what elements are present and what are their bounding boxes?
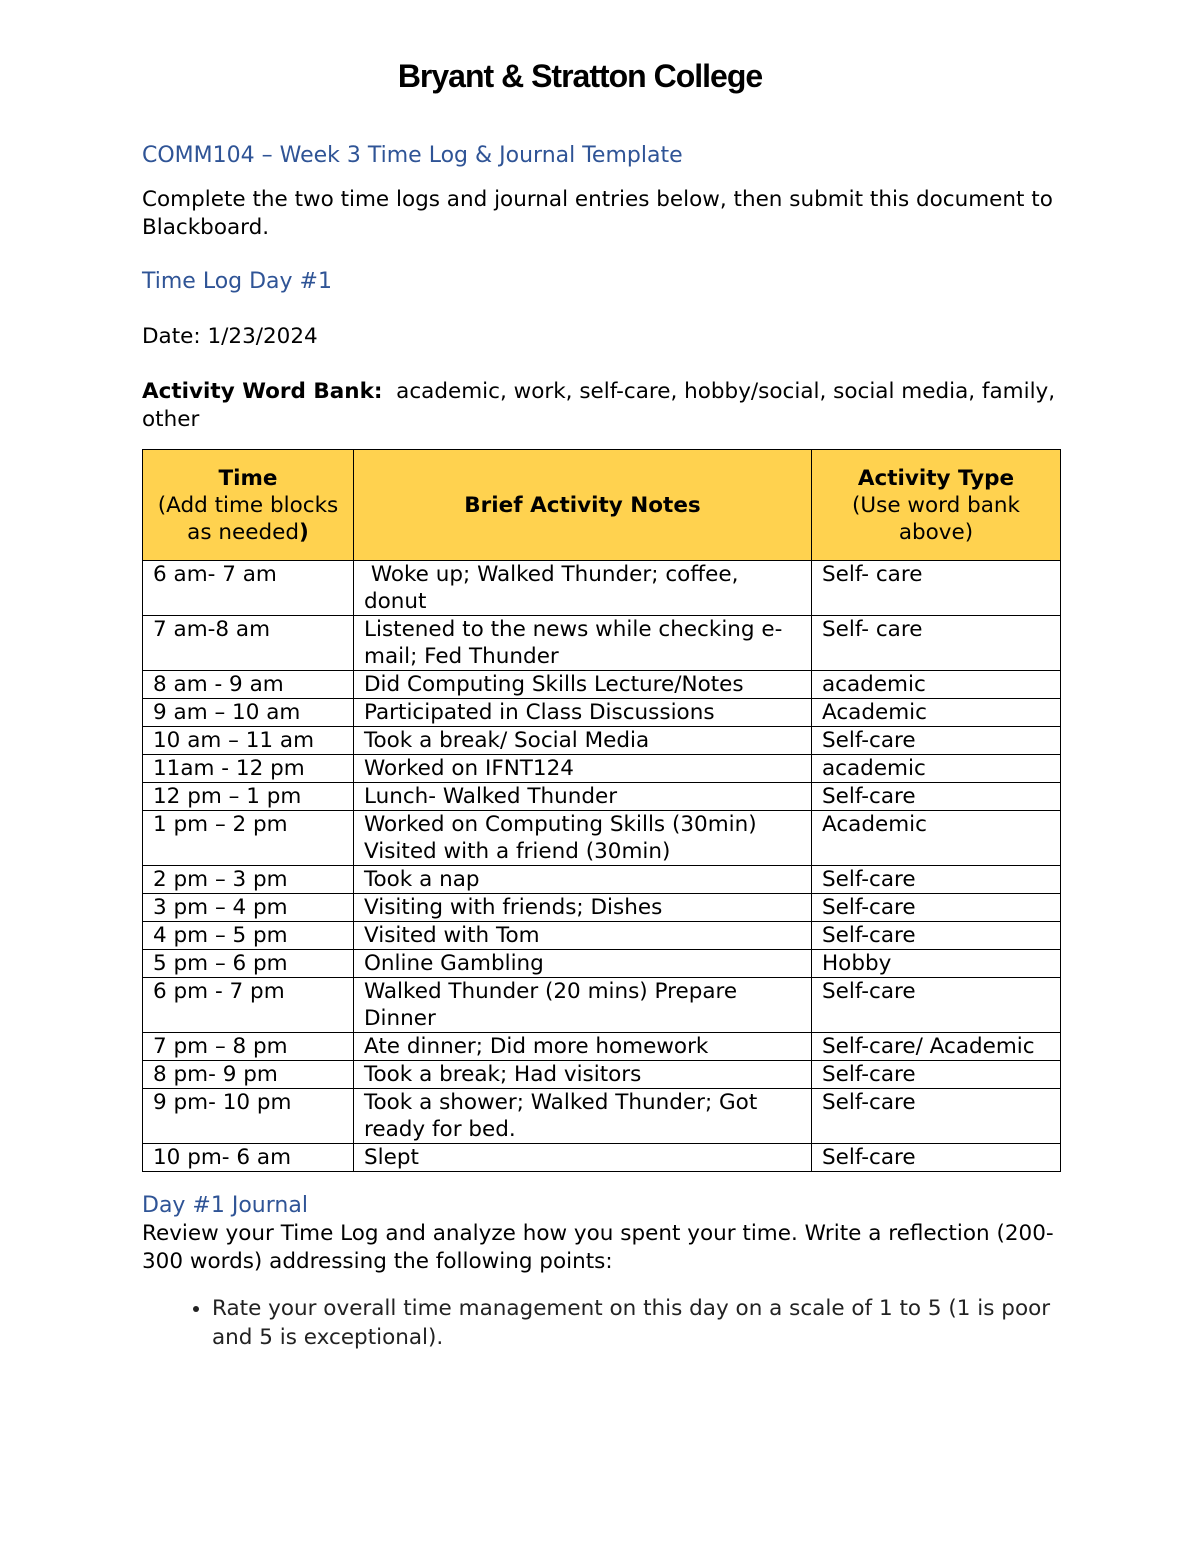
type-cell: Self-care — [812, 1144, 1061, 1172]
header-type-note: (Use word bank above) — [852, 492, 1020, 545]
type-cell: Self-care — [812, 978, 1061, 1033]
time-cell: 10 am – 11 am — [143, 727, 354, 755]
notes-cell: Worked on Computing Skills (30min) Visited with a friend (30min) — [354, 811, 812, 866]
notes-cell: Walked Thunder (20 mins) Prepare Dinner — [354, 978, 812, 1033]
notes-cell: Listened to the news while checking e-mail; Fed Thunder — [354, 616, 812, 671]
time-cell: 8 pm- 9 pm — [143, 1061, 354, 1089]
table-row — [143, 1033, 1061, 1061]
time-log-table — [142, 449, 1061, 1172]
table-row — [143, 699, 1061, 727]
notes-cell: Participated in Class Discussions — [354, 699, 812, 727]
table-row — [143, 811, 1061, 866]
time-cell: 10 pm- 6 am — [143, 1144, 354, 1172]
notes-cell: Ate dinner; Did more homework — [354, 1033, 812, 1061]
notes-cell: Lunch- Walked Thunder — [354, 783, 812, 811]
type-cell: Hobby — [812, 950, 1061, 978]
notes-cell: Took a break; Had visitors — [354, 1061, 812, 1089]
table-row — [143, 922, 1061, 950]
type-cell: Self-care — [812, 783, 1061, 811]
table-row — [143, 978, 1061, 1033]
notes-cell: Slept — [354, 1144, 812, 1172]
document-body — [142, 142, 1062, 1352]
time-cell: 12 pm – 1 pm — [143, 783, 354, 811]
time-cell: 9 am – 10 am — [143, 699, 354, 727]
notes-cell: Worked on IFNT124 — [354, 755, 812, 783]
time-cell: 2 pm – 3 pm — [143, 866, 354, 894]
time-cell: 11am - 12 pm — [143, 755, 354, 783]
journal-point: • Rate your overall time management on this day on a scale of 1 to 5 (1 is poor and 5 is exceptional). — [212, 1294, 1062, 1352]
notes-cell: Did Computing Skills Lecture/Notes — [354, 671, 812, 699]
type-cell: Self-care — [812, 866, 1061, 894]
notes-cell: Took a break/ Social Media — [354, 727, 812, 755]
table-row — [143, 894, 1061, 922]
notes-cell: Visiting with friends; Dishes — [354, 894, 812, 922]
header-time — [143, 450, 354, 561]
table-row — [143, 866, 1061, 894]
notes-cell: Took a shower; Walked Thunder; Got ready for bed. — [354, 1089, 812, 1144]
type-cell: Self-care/ Academic — [812, 1033, 1061, 1061]
header-notes — [354, 450, 812, 561]
time-cell: 5 pm – 6 pm — [143, 950, 354, 978]
header-type-title: Activity Type — [857, 465, 1015, 491]
type-cell: Self- care — [812, 561, 1061, 616]
header-type — [812, 450, 1061, 561]
journal-day1-heading: Day #1 Journal — [142, 1193, 308, 1218]
word-bank-label: Activity Word Bank: — [142, 379, 383, 404]
type-cell: Self-care — [812, 727, 1061, 755]
time-cell: 6 pm - 7 pm — [143, 978, 354, 1033]
time-log-day1-heading: Time Log Day #1 — [142, 269, 332, 294]
table-row — [143, 1144, 1061, 1172]
time-cell: 7 am-8 am — [143, 616, 354, 671]
type-cell: academic — [812, 755, 1061, 783]
type-cell: Academic — [812, 811, 1061, 866]
header-time-note — [151, 492, 345, 546]
instructions-text: Complete the two time logs and journal entries below, then submit this document to Blackboard. — [142, 187, 1053, 240]
time-cell: 8 am - 9 am — [143, 671, 354, 699]
table-row — [143, 783, 1061, 811]
document-title: COMM104 – Week 3 Time Log & Journal Template — [142, 143, 683, 168]
table-row — [143, 671, 1061, 699]
journal-points-list — [142, 1294, 1062, 1352]
journal-instructions: Review your Time Log and analyze how you spent your time. Write a reflection (200-300 words) addressing the following points: — [142, 1221, 1054, 1274]
time-cell: 6 am- 7 am — [143, 561, 354, 616]
type-cell: Self- care — [812, 616, 1061, 671]
table-row — [143, 727, 1061, 755]
header-time-note-text: (Add time blocks as needed — [157, 492, 339, 545]
table-row — [143, 616, 1061, 671]
type-cell: Academic — [812, 699, 1061, 727]
type-cell: Self-care — [812, 922, 1061, 950]
type-cell: Self-care — [812, 1089, 1061, 1144]
time-cell: 4 pm – 5 pm — [143, 922, 354, 950]
type-cell: Self-care — [812, 1061, 1061, 1089]
table-row — [143, 950, 1061, 978]
notes-cell: Online Gambling — [354, 950, 812, 978]
time-cell: 3 pm – 4 pm — [143, 894, 354, 922]
time-cell: 1 pm – 2 pm — [143, 811, 354, 866]
word-bank-values: academic, work, self-care, hobby/social, social media, family, other — [142, 379, 1056, 432]
time-cell: 7 pm – 8 pm — [143, 1033, 354, 1061]
table-row — [143, 561, 1061, 616]
header-time-note-close: ) — [299, 519, 309, 545]
table-row — [143, 1089, 1061, 1144]
header-notes-title: Brief Activity Notes — [464, 492, 701, 518]
notes-cell: Woke up; Walked Thunder; coffee, donut — [354, 561, 812, 616]
word-bank — [142, 378, 1062, 434]
type-cell: Self-care — [812, 894, 1061, 922]
type-cell: academic — [812, 671, 1061, 699]
table-header-row — [143, 450, 1061, 561]
date-line: Date: 1/23/2024 — [142, 324, 318, 349]
header-time-title: Time — [218, 465, 278, 491]
table-row — [143, 755, 1061, 783]
notes-cell: Took a nap — [354, 866, 812, 894]
table-row — [143, 1061, 1061, 1089]
time-cell: 9 pm- 10 pm — [143, 1089, 354, 1144]
notes-cell: Visited with Tom — [354, 922, 812, 950]
college-name: Bryant & Stratton College — [397, 58, 763, 94]
